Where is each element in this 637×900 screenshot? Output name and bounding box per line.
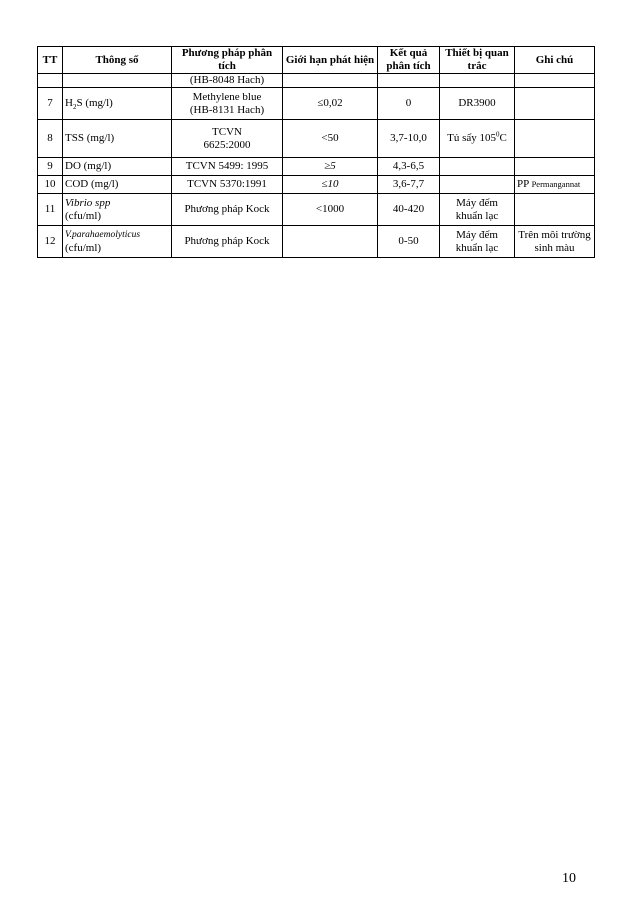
cell-note [515,158,595,176]
header-result: Kết quả phân tích [378,47,440,74]
cell-device [440,176,515,194]
cell-method [172,88,283,120]
cell-tt: 12 [38,226,63,258]
param-line: V.parahaemolyticus [65,229,141,240]
page-number: 10 [562,871,576,886]
param-line: (cfu/ml) [65,209,102,222]
cell-device: DR3900 [440,88,515,120]
device-line: Máy đếm [456,228,498,241]
note-line: sinh màu [534,241,575,254]
cell-limit: <1000 [283,194,378,226]
cell-tt [38,74,63,88]
param-text: H [65,97,73,109]
cell-param [63,88,172,120]
cell-tt: 10 [38,176,63,194]
cell-method: TCVN 5499: 1995 [172,158,283,176]
cell-note [515,88,595,120]
header-limit: Giới hạn phát hiện [283,47,378,74]
cell-method: TCVN 5370:1991 [172,176,283,194]
table-row [38,120,595,158]
cell-device [440,74,515,88]
cell-note [515,176,595,194]
note-line: Trên môi trường [518,228,591,241]
cell-note [515,120,595,158]
cell-limit [283,226,378,258]
cell-result: 0-50 [378,226,440,258]
device-line: khuẩn lạc [455,209,499,222]
cell-note [515,74,595,88]
header-note: Ghi chú [515,47,595,74]
method-line: Methylene blue [192,90,262,103]
cell-note [515,194,595,226]
cell-param: COD (mg/l) [63,176,172,194]
table-row [38,176,595,194]
cell-limit: ≤10 [283,176,378,194]
cell-device [440,158,515,176]
cell-result: 3,6-7,7 [378,176,440,194]
table-row [38,74,595,88]
cell-tt: 8 [38,120,63,158]
cell-param [63,74,172,88]
cell-device [440,226,515,258]
device-text: Tủ sấy 105 [447,132,497,144]
cell-limit: ≥5 [283,158,378,176]
cell-method: (HB-8048 Hach) [172,74,283,88]
param-line: (cfu/ml) [65,241,102,254]
cell-param: TSS (mg/l) [63,120,172,158]
cell-tt: 9 [38,158,63,176]
cell-result [378,74,440,88]
cell-method: Phương pháp Kock [172,194,283,226]
cell-tt: 7 [38,88,63,120]
cell-result: 0 [378,88,440,120]
parameters-table [37,46,595,258]
cell-limit [283,74,378,88]
table-row [38,158,595,176]
table-row [38,226,595,258]
cell-param: DO (mg/l) [63,158,172,176]
param-text: S (mg/l) [76,97,113,109]
cell-param [63,226,172,258]
device-superscript: 0 [496,130,500,139]
param-subscript: 2 [72,103,77,112]
method-line: (HB-8131 Hach) [189,103,265,116]
cell-param [63,194,172,226]
header-param: Thông số [63,47,172,74]
header-method: Phương pháp phân tích [172,47,283,74]
note-text: PP [517,178,529,190]
header-tt: TT [38,47,63,74]
device-line: Máy đếm [456,196,498,209]
cell-device [440,194,515,226]
cell-tt: 11 [38,194,63,226]
note-text-small: Permangannat [531,179,581,189]
cell-result: 4,3-6,5 [378,158,440,176]
param-line: Vibrio spp [65,196,111,209]
device-text: C [499,132,507,144]
table-row [38,194,595,226]
cell-result: 3,7-10,0 [378,120,440,158]
cell-method [172,120,283,158]
device-line: khuẩn lạc [455,241,499,254]
method-line: 6625:2000 [203,138,251,151]
method-line: TCVN [212,125,242,138]
cell-note [515,226,595,258]
cell-limit: <50 [283,120,378,158]
cell-device [440,120,515,158]
header-device: Thiết bị quan trắc [440,47,515,74]
cell-result: 40-420 [378,194,440,226]
header-row [38,47,595,74]
table-row [38,88,595,120]
cell-method: Phương pháp Kock [172,226,283,258]
cell-limit: ≤0,02 [283,88,378,120]
